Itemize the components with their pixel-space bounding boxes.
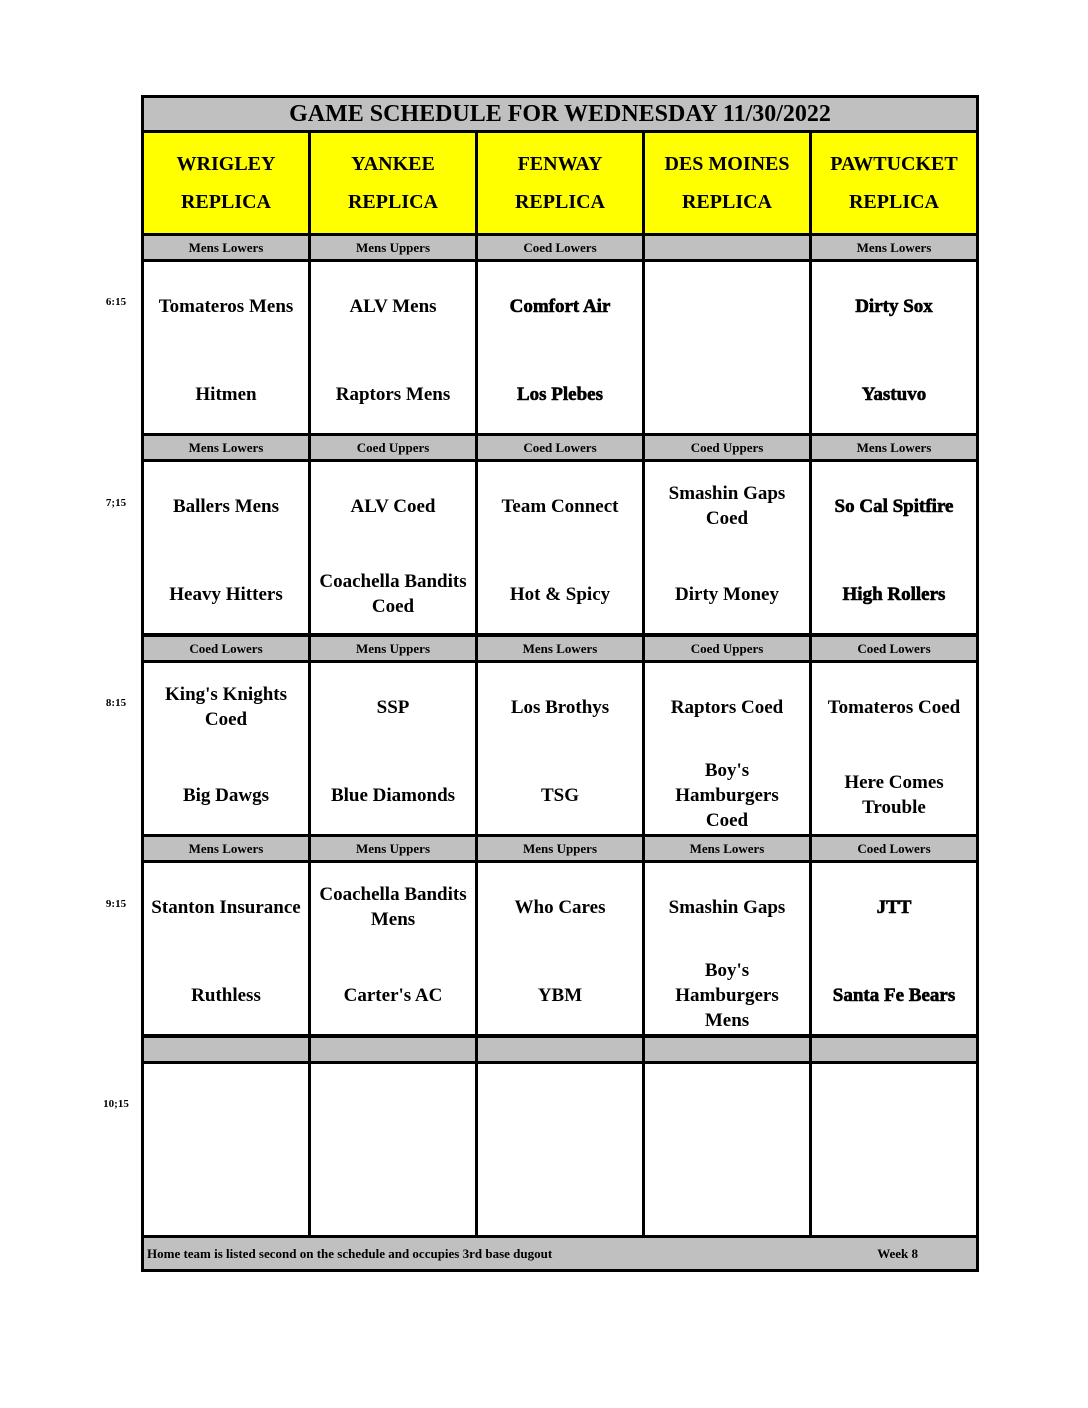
field-subtitle: REPLICA (848, 191, 939, 213)
division-label (645, 236, 809, 259)
division-label: Coed Lowers (144, 637, 308, 660)
away-team: Comfort Air (509, 295, 611, 317)
field-subtitle: REPLICA (180, 191, 271, 213)
field-name: YANKEE (351, 153, 435, 175)
away-team: Coachella Bandits Mens (319, 884, 467, 930)
time-slot-label: 7;15 (105, 497, 127, 509)
game-cell (812, 663, 976, 834)
game-cell (478, 863, 642, 1034)
game-cell (645, 462, 809, 633)
field-name: FENWAY (517, 153, 603, 175)
away-team: SSP (376, 696, 410, 718)
home-team: Blue Diamonds (330, 784, 456, 806)
division-label: Mens Lowers (144, 837, 308, 860)
division-label: Mens Uppers (311, 837, 475, 860)
time-slot-label: 9:15 (105, 898, 127, 910)
field-header (311, 133, 475, 233)
home-team: YBM (537, 984, 583, 1006)
division-label: Mens Lowers (645, 837, 809, 860)
home-team: Heavy Hitters (169, 583, 283, 605)
game-cell (478, 1064, 642, 1235)
home-team: Dirty Money (675, 583, 779, 605)
division-label: Mens Lowers (812, 236, 976, 259)
division-label: Mens Lowers (478, 637, 642, 660)
footer-note: Home team is listed second on the schedule and occupies 3rd base dugout (147, 1245, 553, 1261)
division-label: Mens Uppers (311, 236, 475, 259)
home-team: Boy's Hamburgers Coed (675, 759, 779, 831)
division-label: Mens Lowers (812, 436, 976, 459)
division-label (812, 1038, 976, 1061)
game-cell (478, 262, 642, 433)
game-cell (311, 462, 475, 633)
home-team: Carter's AC (343, 984, 443, 1006)
game-cell (645, 1064, 809, 1235)
field-name: PAWTUCKET (830, 153, 958, 175)
away-team: King's Knights Coed (165, 684, 287, 730)
home-team: Here Comes Trouble (844, 772, 944, 818)
home-team: Boy's Hamburgers Mens (675, 959, 779, 1031)
home-team: Hot & Spicy (509, 583, 611, 605)
game-cell (812, 1064, 976, 1235)
field-name: DES MOINES (664, 153, 790, 175)
field-header (645, 133, 809, 233)
away-team: Ballers Mens (172, 495, 280, 517)
game-cell (812, 262, 976, 433)
game-cell (144, 863, 308, 1034)
game-cell (812, 462, 976, 633)
field-header (144, 133, 308, 233)
home-team: Big Dawgs (182, 784, 270, 806)
game-cell (144, 462, 308, 633)
time-slot-label: 6:15 (105, 296, 127, 308)
division-label: Coed Uppers (311, 436, 475, 459)
away-team: Dirty Sox (855, 295, 933, 317)
away-team: Smashin Gaps Coed (668, 483, 786, 529)
time-slot-label: 10;15 (103, 1098, 129, 1110)
game-cell (144, 262, 308, 433)
game-cell (645, 663, 809, 834)
away-team: Smashin Gaps (668, 896, 786, 918)
field-subtitle: REPLICA (347, 191, 438, 213)
game-cell (144, 663, 308, 834)
home-team: Raptors Mens (335, 383, 451, 405)
division-label: Coed Uppers (645, 436, 809, 459)
time-slot-label: 8:15 (105, 697, 127, 709)
home-team: Los Plebes (516, 383, 604, 405)
away-team: Team Connect (501, 495, 619, 517)
division-label: Coed Uppers (645, 637, 809, 660)
home-team: Ruthless (191, 984, 261, 1006)
page-title: GAME SCHEDULE FOR WEDNESDAY 11/30/2022 (144, 98, 976, 130)
schedule-footer (144, 1238, 976, 1269)
game-cell (144, 1064, 308, 1235)
away-team: ALV Coed (350, 495, 436, 517)
away-team: Los Brothys (510, 696, 610, 718)
away-team: JTT (876, 896, 912, 918)
game-cell (645, 863, 809, 1034)
game-cell (311, 262, 475, 433)
away-team: Stanton Insurance (151, 896, 301, 918)
home-team: High Rollers (842, 583, 946, 605)
home-team: Hitmen (195, 383, 257, 405)
game-cell (311, 863, 475, 1034)
schedule-table (141, 95, 979, 1272)
division-label: Mens Uppers (478, 837, 642, 860)
away-team: Raptors Coed (670, 696, 784, 718)
division-label: Coed Lowers (812, 837, 976, 860)
away-team: Tomateros Mens (158, 295, 294, 317)
division-label: Coed Lowers (478, 236, 642, 259)
game-cell (311, 1064, 475, 1235)
division-label: Mens Lowers (144, 236, 308, 259)
division-label: Coed Lowers (478, 436, 642, 459)
field-name: WRIGLEY (176, 153, 276, 175)
away-team: Tomateros Coed (827, 696, 961, 718)
game-cell (478, 663, 642, 834)
game-cell (478, 462, 642, 633)
division-label (478, 1038, 642, 1061)
home-team: Yastuvo (861, 383, 927, 405)
home-team: Coachella Bandits Coed (319, 571, 467, 617)
division-label: Mens Lowers (144, 436, 308, 459)
week-label: Week 8 (877, 1245, 918, 1261)
game-cell (645, 262, 809, 433)
home-team: TSG (540, 784, 580, 806)
division-label: Coed Lowers (812, 637, 976, 660)
field-subtitle: REPLICA (681, 191, 772, 213)
away-team: ALV Mens (349, 295, 437, 317)
division-label (144, 1038, 308, 1061)
field-header (812, 133, 976, 233)
home-team: Santa Fe Bears (832, 984, 956, 1006)
division-label: Mens Uppers (311, 637, 475, 660)
division-label (311, 1038, 475, 1061)
away-team: So Cal Spitfire (834, 495, 954, 517)
division-label (645, 1038, 809, 1061)
field-header (478, 133, 642, 233)
away-team: Who Cares (514, 896, 606, 918)
field-subtitle: REPLICA (514, 191, 605, 213)
game-cell (812, 863, 976, 1034)
game-cell (311, 663, 475, 834)
